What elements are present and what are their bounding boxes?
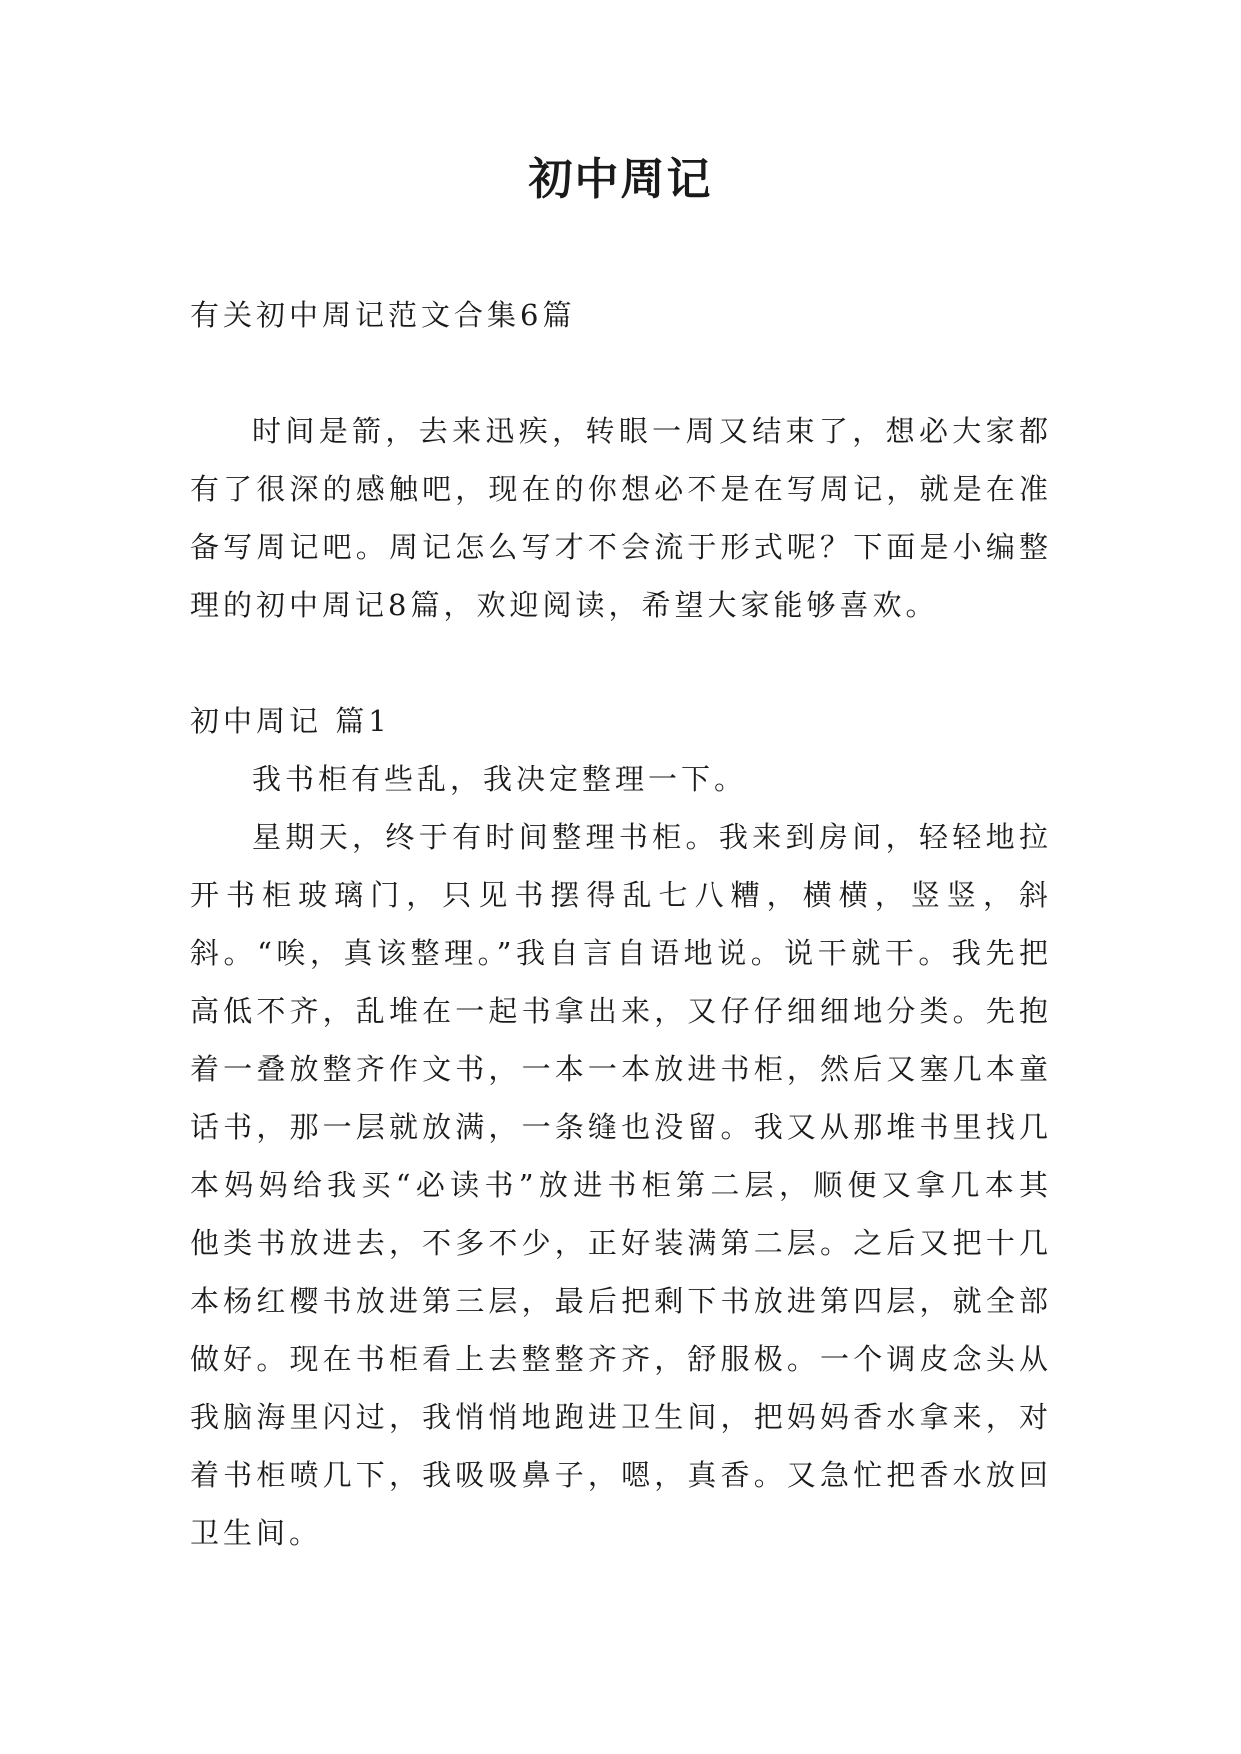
intro-paragraph: 时间是箭，去来迅疾，转眼一周又结束了，想必大家都有了很深的感触吧，现在的你想必不是在写周记，就是在准备写周记吧。周记怎么写才不会流于形式呢？下面是小编整理的初中周记8篇，欢迎阅读，希望大家能够喜欢。	[190, 414, 1052, 622]
body-paragraph: 我书柜有些乱，我决定整理一下。	[252, 762, 748, 796]
document-subtitle: 有关初中周记范文合集6篇	[190, 298, 576, 332]
body-paragraph: 星期天，终于有时间整理书柜。我来到房间，轻轻地拉开书柜玻璃门，只见书摆得乱七八糟，横横，竖竖，斜斜。“唉，真该整理。”我自言自语地说。说干就干。我先把高低不齐，乱堆在一起书拿出来，又仔仔细细地分类。先抱着一叠放整齐作文书，一本一本放进书柜，然后又塞几本童话书，那一层就放满，一条缝也没留。我又从那堆书里找几本妈妈给我买“必读书”放进书柜第二层，顺便又拿几本其他类书放进去，不多不少，正好装满第二层。之后又把十几本杨红樱书放进第三层，最后把剩下书放进第四层，就全部做好。现在书柜看上去整整齐齐，舒服极。一个调皮念头从我脑海里闪过，我悄悄地跑进卫生间，把妈妈香水拿来，对着书柜喷几下，我吸吸鼻子，嗯，真香。又急忙把香水放回卫生间。	[190, 820, 1052, 1550]
page-title: 初中周记	[528, 154, 713, 205]
section-heading: 初中周记 篇1	[190, 704, 391, 738]
